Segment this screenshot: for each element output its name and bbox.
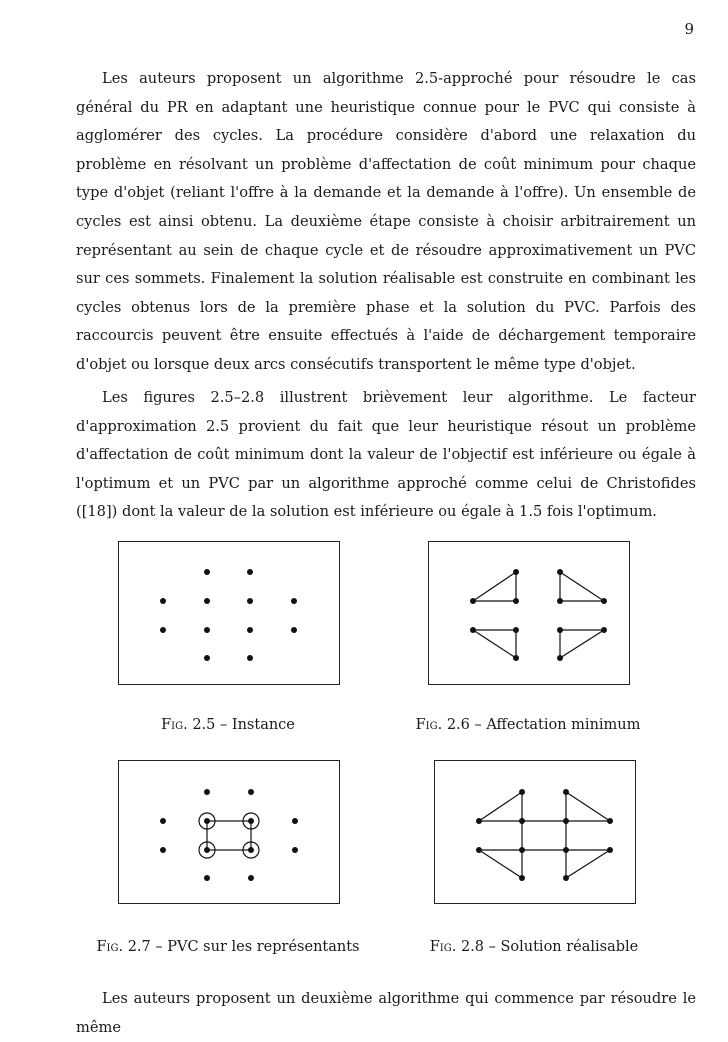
figure-2-8-graph: [435, 761, 635, 903]
node: [607, 847, 613, 853]
node: [563, 818, 569, 824]
caption-separator: –: [220, 717, 228, 733]
node: [204, 569, 210, 575]
node: [470, 598, 476, 604]
node: [607, 818, 613, 824]
node: [247, 598, 253, 604]
figure-label: Fig.: [96, 939, 124, 955]
node: [160, 598, 166, 604]
figure-2-6-affectation: [428, 541, 630, 685]
figure-2-8-solution-realisable: [434, 760, 636, 904]
node: [557, 627, 563, 633]
node: [513, 627, 519, 633]
node: [204, 627, 210, 633]
paragraph-2-text: Les figures 2.5–2.8 illustrent brièvement leur algorithme. Le facteur d'approximation 2.5 provient du fait que leur heuristique résout un problème d'affectation de coût minimum dont la valeur de l'objectif est inférieure ou égale à l'optimum et un PVC par un algorithme approché comme celui de Christofides ([18]) dont la valeur de la solution est inférieure ou égale à 1.5 fois l'optimum.: [76, 389, 696, 521]
caption-separator: –: [155, 939, 163, 955]
node: [519, 847, 525, 853]
paragraph-3-text: Les auteurs proposent un deuxième algorithme qui commence par résoudre le même: [76, 990, 696, 1036]
figure-2-7-pvc-representants: [118, 760, 340, 904]
node: [204, 875, 210, 881]
node: [470, 627, 476, 633]
figure-number: 2.6: [446, 717, 470, 733]
node: [248, 847, 254, 853]
node: [513, 598, 519, 604]
node: [247, 627, 253, 633]
figure-2-5-graph: [119, 542, 339, 684]
node: [563, 789, 569, 795]
paragraph-3: [76, 985, 696, 1042]
node: [247, 655, 253, 661]
node: [291, 627, 297, 633]
figure-label: Fig.: [161, 717, 188, 733]
node: [519, 818, 525, 824]
node: [601, 627, 607, 633]
caption-separator: –: [474, 717, 482, 733]
figure-title: Solution réalisable: [500, 939, 639, 955]
node: [513, 655, 519, 661]
node: [248, 875, 254, 881]
figure-2-7-graph: [119, 761, 339, 903]
figure-title: Instance: [231, 717, 295, 733]
node: [563, 875, 569, 881]
node: [204, 655, 210, 661]
figure-title: Affectation minimum: [486, 717, 641, 733]
figure-2-6-graph: [429, 542, 629, 684]
node: [476, 847, 482, 853]
figure-number: 2.7: [127, 939, 151, 955]
figure-2-5-instance: [118, 541, 340, 685]
figure-2-6-caption: [398, 717, 658, 733]
node: [247, 569, 253, 575]
figure-2-5-caption: [118, 717, 338, 733]
figure-number: 2.5: [192, 717, 216, 733]
node: [519, 789, 525, 795]
paragraph-2: [76, 384, 696, 527]
node: [204, 847, 210, 853]
figure-2-7-caption: [78, 939, 378, 955]
node: [204, 789, 210, 795]
paragraph-1-text: Les auteurs proposent un algorithme 2.5-approché pour résoudre le cas général du PR en adaptant une heuristique connue pour le PVC qui consiste à agglomérer des cycles. La procédure considère d'abord une relaxation du problème en résolvant un problème d'affectation de coût minimum pour chaque type d'objet (reliant l'offre à la demande et la demande à l'offre). Un ensemble de cycles est ainsi obtenu. La deuxième étape consiste à choisir arbitrairement un représentant au sein de chaque cycle et de résoudre approximativement un PVC sur ces sommets. Finalement la solution réalisable est construite en combinant les cycles obtenus lors de la première phase et la solution du PVC. Parfois des raccourcis peuvent être ensuite effectués à l'aide de déchargement temporaire d'objet ou lorsque deux arcs consécutifs transportent le même type d'objet.: [76, 70, 696, 373]
node: [204, 818, 210, 824]
figure-number: 2.8: [460, 939, 484, 955]
figure-label: Fig.: [429, 939, 457, 955]
node: [476, 818, 482, 824]
node: [563, 847, 569, 853]
node: [519, 875, 525, 881]
node: [292, 818, 298, 824]
node: [557, 655, 563, 661]
figure-label: Fig.: [415, 717, 443, 733]
node: [557, 598, 563, 604]
page-number: 9: [684, 20, 694, 38]
node: [204, 598, 210, 604]
node: [160, 847, 166, 853]
node: [291, 598, 297, 604]
paragraph-1: [76, 65, 696, 380]
figure-title: PVC sur les représentants: [167, 939, 360, 955]
caption-separator: –: [488, 939, 496, 955]
node: [292, 847, 298, 853]
figure-2-8-caption: [414, 939, 654, 955]
node: [160, 818, 166, 824]
node: [557, 569, 563, 575]
node: [513, 569, 519, 575]
node: [248, 789, 254, 795]
node: [160, 627, 166, 633]
node: [248, 818, 254, 824]
node: [601, 598, 607, 604]
